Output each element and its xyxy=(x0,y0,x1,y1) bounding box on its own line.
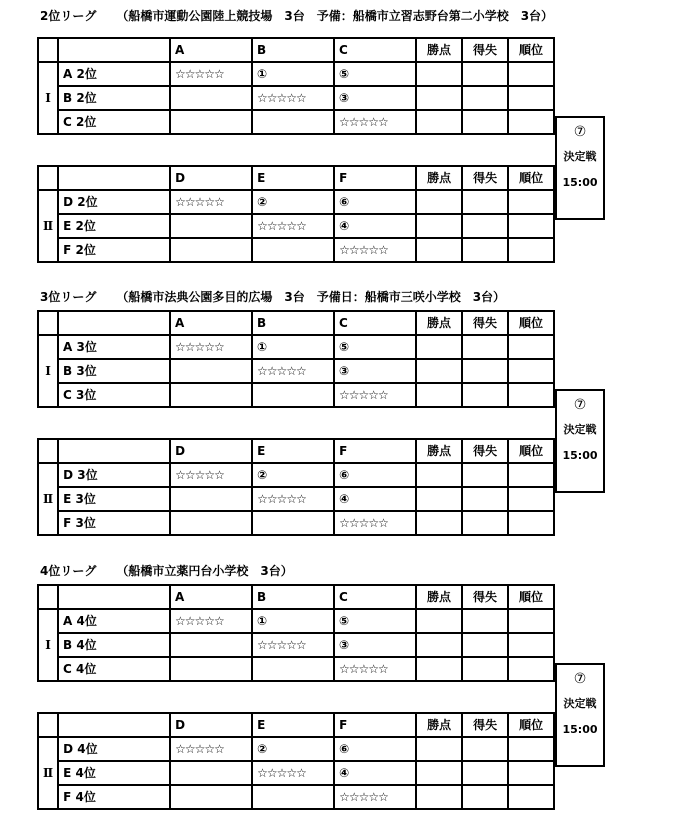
result-cell xyxy=(252,110,334,134)
team-label: B 4位 xyxy=(58,633,170,657)
result-cell: ☆☆☆☆☆ xyxy=(170,737,252,761)
section-title-2nd-league xyxy=(40,8,553,24)
result-cell: ① xyxy=(252,609,334,633)
final-match-box xyxy=(555,663,605,767)
table-row xyxy=(38,633,554,657)
col-header: D xyxy=(170,713,252,737)
final-match-label: 決定戦 xyxy=(563,423,597,436)
result-cell: ☆☆☆☆☆ xyxy=(334,657,416,681)
result-cell: ④ xyxy=(334,487,416,511)
group-label: Ⅰ xyxy=(38,609,58,681)
stat-header: 勝点 xyxy=(416,38,462,62)
final-match-number: ⑦ xyxy=(573,397,587,413)
final-match-number: ⑦ xyxy=(573,124,587,140)
col-header: A xyxy=(170,311,252,335)
result-cell: ☆☆☆☆☆ xyxy=(170,190,252,214)
result-cell: ④ xyxy=(334,214,416,238)
result-cell: ☆☆☆☆☆ xyxy=(252,86,334,110)
result-cell: ☆☆☆☆☆ xyxy=(252,359,334,383)
result-cell xyxy=(170,238,252,262)
team-label: F 2位 xyxy=(58,238,170,262)
result-cell: ③ xyxy=(334,359,416,383)
header-row xyxy=(38,585,554,609)
header-row xyxy=(38,713,554,737)
result-cell xyxy=(170,86,252,110)
final-match-label: 決定戦 xyxy=(563,150,597,163)
final-match-box xyxy=(555,116,605,220)
result-cell xyxy=(170,487,252,511)
team-label: C 3位 xyxy=(58,383,170,407)
result-cell: ③ xyxy=(334,633,416,657)
col-header: D xyxy=(170,166,252,190)
stat-header: 得失 xyxy=(462,311,508,335)
stat-header: 順位 xyxy=(508,713,554,737)
header-row xyxy=(38,38,554,62)
result-cell: ☆☆☆☆☆ xyxy=(334,511,416,535)
result-cell xyxy=(252,511,334,535)
result-cell: ③ xyxy=(334,86,416,110)
league-venue: （船橋市立薬円台小学校 3台） xyxy=(116,564,293,578)
col-header: F xyxy=(334,166,416,190)
result-cell: ☆☆☆☆☆ xyxy=(334,110,416,134)
table-row xyxy=(38,335,554,359)
result-cell: ☆☆☆☆☆ xyxy=(334,785,416,809)
table-row xyxy=(38,737,554,761)
table-row xyxy=(38,511,554,535)
stat-header: 順位 xyxy=(508,311,554,335)
col-header: E xyxy=(252,439,334,463)
result-cell: ④ xyxy=(334,761,416,785)
col-header: B xyxy=(252,311,334,335)
header-row xyxy=(38,311,554,335)
league-table xyxy=(37,310,555,408)
stat-header: 順位 xyxy=(508,38,554,62)
result-cell xyxy=(252,383,334,407)
final-match-time: 15:00 xyxy=(562,176,598,189)
team-label: E 2位 xyxy=(58,214,170,238)
group-label: Ⅰ xyxy=(38,62,58,134)
col-header: C xyxy=(334,585,416,609)
team-label: A 2位 xyxy=(58,62,170,86)
result-cell xyxy=(252,657,334,681)
result-cell: ① xyxy=(252,62,334,86)
result-cell: ☆☆☆☆☆ xyxy=(334,238,416,262)
final-match-time: 15:00 xyxy=(562,723,598,736)
stat-header: 勝点 xyxy=(416,439,462,463)
result-cell xyxy=(170,785,252,809)
table-row xyxy=(38,62,554,86)
stat-header: 得失 xyxy=(462,439,508,463)
result-cell: ⑤ xyxy=(334,335,416,359)
team-label: D 2位 xyxy=(58,190,170,214)
result-cell xyxy=(170,633,252,657)
result-cell xyxy=(170,383,252,407)
group-label: Ⅰ xyxy=(38,335,58,407)
stat-header: 勝点 xyxy=(416,713,462,737)
result-cell xyxy=(170,657,252,681)
stat-header: 得失 xyxy=(462,38,508,62)
result-cell: ① xyxy=(252,335,334,359)
group-label: Ⅱ xyxy=(38,190,58,262)
team-label: E 4位 xyxy=(58,761,170,785)
table-row xyxy=(38,214,554,238)
col-header: B xyxy=(252,585,334,609)
result-cell xyxy=(170,214,252,238)
team-label: B 2位 xyxy=(58,86,170,110)
league-title: 4位リーグ xyxy=(40,564,97,578)
table-row xyxy=(38,761,554,785)
result-cell: ☆☆☆☆☆ xyxy=(170,335,252,359)
table-row xyxy=(38,86,554,110)
result-cell xyxy=(252,785,334,809)
team-label: D 4位 xyxy=(58,737,170,761)
result-cell xyxy=(170,511,252,535)
league-title: 2位リーグ xyxy=(40,9,97,23)
league-table xyxy=(37,438,555,536)
result-cell: ☆☆☆☆☆ xyxy=(252,633,334,657)
team-label: A 4位 xyxy=(58,609,170,633)
result-cell: ② xyxy=(252,463,334,487)
league-title: 3位リーグ xyxy=(40,290,97,304)
result-cell: ⑥ xyxy=(334,737,416,761)
col-header: C xyxy=(334,311,416,335)
table-row xyxy=(38,359,554,383)
result-cell: ☆☆☆☆☆ xyxy=(170,463,252,487)
result-cell: ⑤ xyxy=(334,609,416,633)
result-cell: ② xyxy=(252,737,334,761)
stat-header: 順位 xyxy=(508,585,554,609)
group-label: Ⅱ xyxy=(38,737,58,809)
stat-header: 順位 xyxy=(508,439,554,463)
stat-header: 得失 xyxy=(462,166,508,190)
team-label: E 3位 xyxy=(58,487,170,511)
final-match-number: ⑦ xyxy=(573,671,587,687)
table-row xyxy=(38,657,554,681)
stat-header: 得失 xyxy=(462,585,508,609)
league-table xyxy=(37,37,555,135)
league-table xyxy=(37,712,555,810)
final-match-label: 決定戦 xyxy=(563,697,597,710)
header-row xyxy=(38,166,554,190)
result-cell: ☆☆☆☆☆ xyxy=(170,62,252,86)
col-header: F xyxy=(334,439,416,463)
table-row xyxy=(38,110,554,134)
table-row xyxy=(38,609,554,633)
result-cell xyxy=(170,359,252,383)
team-label: B 3位 xyxy=(58,359,170,383)
section-title-3rd-league xyxy=(40,289,505,305)
league-venue: （船橋市運動公園陸上競技場 3台 予備：船橋市立習志野台第二小学校 3台） xyxy=(116,9,554,23)
result-cell xyxy=(252,238,334,262)
col-header: A xyxy=(170,38,252,62)
col-header: B xyxy=(252,38,334,62)
table-row xyxy=(38,487,554,511)
table-row xyxy=(38,463,554,487)
table-row xyxy=(38,383,554,407)
team-label: A 3位 xyxy=(58,335,170,359)
final-match-time: 15:00 xyxy=(562,449,598,462)
final-match-box xyxy=(555,389,605,493)
table-row xyxy=(38,190,554,214)
group-label: Ⅱ xyxy=(38,463,58,535)
result-cell: ⑤ xyxy=(334,62,416,86)
team-label: F 4位 xyxy=(58,785,170,809)
table-row xyxy=(38,785,554,809)
team-label: D 3位 xyxy=(58,463,170,487)
col-header: A xyxy=(170,585,252,609)
col-header: F xyxy=(334,713,416,737)
result-cell: ⑥ xyxy=(334,190,416,214)
stat-header: 勝点 xyxy=(416,311,462,335)
header-row xyxy=(38,439,554,463)
col-header: E xyxy=(252,713,334,737)
col-header: C xyxy=(334,38,416,62)
result-cell: ☆☆☆☆☆ xyxy=(252,487,334,511)
league-table xyxy=(37,165,555,263)
result-cell: ☆☆☆☆☆ xyxy=(170,609,252,633)
section-title-4th-league xyxy=(40,563,293,579)
team-label: C 2位 xyxy=(58,110,170,134)
col-header: E xyxy=(252,166,334,190)
result-cell: ⑥ xyxy=(334,463,416,487)
result-cell: ☆☆☆☆☆ xyxy=(334,383,416,407)
result-cell xyxy=(170,110,252,134)
stat-header: 勝点 xyxy=(416,585,462,609)
team-label: F 3位 xyxy=(58,511,170,535)
stat-header: 勝点 xyxy=(416,166,462,190)
team-label: C 4位 xyxy=(58,657,170,681)
stat-header: 得失 xyxy=(462,713,508,737)
result-cell: ☆☆☆☆☆ xyxy=(252,761,334,785)
result-cell: ☆☆☆☆☆ xyxy=(252,214,334,238)
col-header: D xyxy=(170,439,252,463)
stat-header: 順位 xyxy=(508,166,554,190)
table-row xyxy=(38,238,554,262)
result-cell: ② xyxy=(252,190,334,214)
league-venue: （船橋市法典公園多目的広場 3台 予備日：船橋市三咲小学校 3台） xyxy=(116,290,506,304)
result-cell xyxy=(170,761,252,785)
league-table xyxy=(37,584,555,682)
